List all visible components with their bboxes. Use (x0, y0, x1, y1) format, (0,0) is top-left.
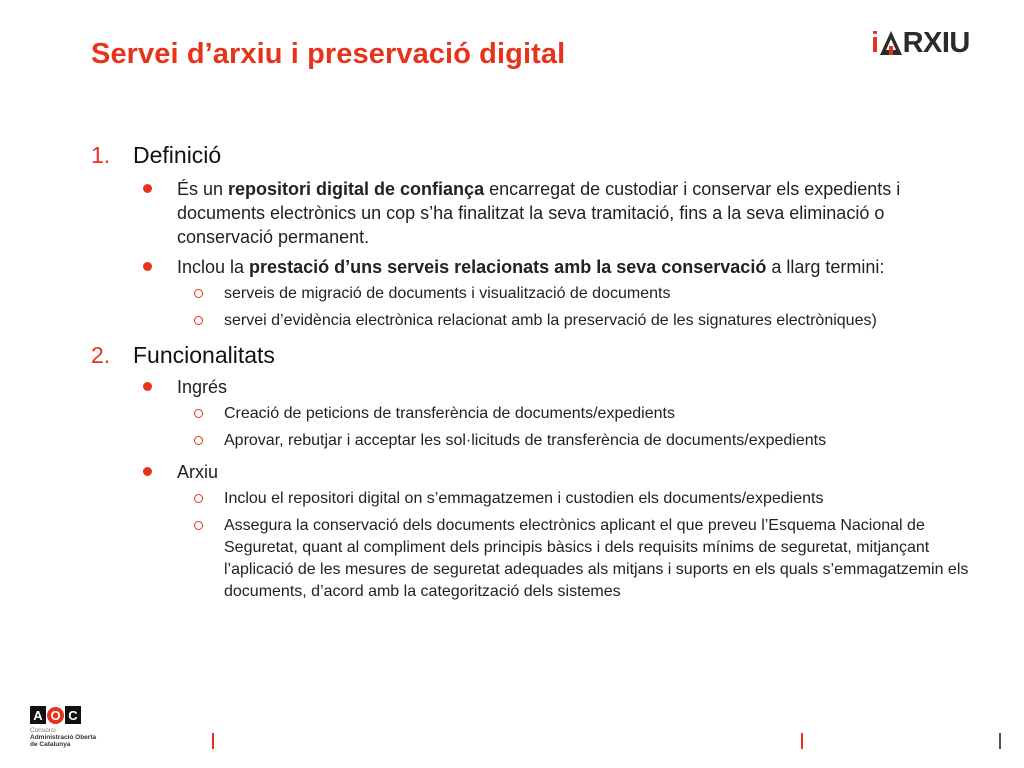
circle-bullet-icon (194, 494, 203, 503)
red-dot-bullet-icon (143, 184, 152, 193)
list-item: Arxiu (91, 460, 977, 484)
circle-bullet-icon (194, 436, 203, 445)
sub-list-item: Inclou el repositori digital on s’emmagatzemen i custodien els documents/expedients (91, 488, 984, 510)
list-item: És un repositori digital de confiança encarregat de custodiar i conservar els expedients i documents electrònics un cop s’ha finalitzat la seva tramitació, fins a la seva eliminació o conservació permanent. (91, 177, 977, 249)
section-heading (91, 142, 991, 169)
circle-bullet-icon (194, 289, 203, 298)
bold-term: repositori digital de confiança (228, 179, 485, 199)
circle-bullet-icon (194, 409, 203, 418)
red-dot-bullet-icon (143, 382, 152, 391)
list-item: Ingrés (91, 375, 977, 399)
sub-list-item: Assegura la conservació dels documents electrònics aplicant el que preveu l’Esquema Nacional de Seguretat, quant al compliment dels principis bàsics i dels requisits mínims de seguretat, mitjançant l’aplicació de les mesures de seguretat adequades als mitjans i suports en els quals s’emmagatzemin els documents, d’acord amb la categorització dels sistemes (91, 515, 984, 603)
bold-term: prestació d’uns serveis relacionats amb la seva conservació (249, 257, 767, 277)
logo-i: i (871, 26, 879, 59)
aoc-logo (30, 706, 130, 748)
section-heading (91, 342, 991, 369)
red-dot-bullet-icon (143, 467, 152, 476)
aoc-caption: Consorci Administració Oberta de Catalunya (30, 727, 97, 748)
circle-bullet-icon (194, 316, 203, 325)
section-number: 2. (91, 342, 111, 368)
slide-content (91, 142, 991, 603)
sub-list-item: Aprovar, rebutjar i acceptar les sol·licituds de transferència de documents/expedients (91, 430, 984, 452)
logo-a-triangle-icon (879, 30, 903, 56)
slide-title: Servei d’arxiu i preservació digital (91, 38, 566, 70)
circle-bullet-icon (194, 521, 203, 530)
footer-divider (801, 733, 803, 749)
footer-divider (999, 733, 1001, 749)
footer-divider (212, 733, 214, 749)
aoc-mark: A O C (30, 706, 130, 724)
section-number: 1. (91, 142, 111, 168)
sub-list-item: serveis de migració de documents i visualització de documents (91, 283, 984, 305)
logo-rest: RXIU (902, 26, 970, 59)
list-item: Inclou la prestació d’uns serveis relacionats amb la seva conservació a llarg termini: (91, 255, 977, 279)
section-title: Funcionalitats (133, 342, 275, 368)
sub-list-item: Creació de peticions de transferència de documents/expedients (91, 403, 984, 425)
red-dot-bullet-icon (143, 262, 152, 271)
section-title: Definició (133, 142, 222, 168)
iarxiu-logo (871, 28, 970, 58)
sub-list-item: servei d’evidència electrònica relacionat amb la preservació de les signatures electròniques) (91, 310, 984, 332)
